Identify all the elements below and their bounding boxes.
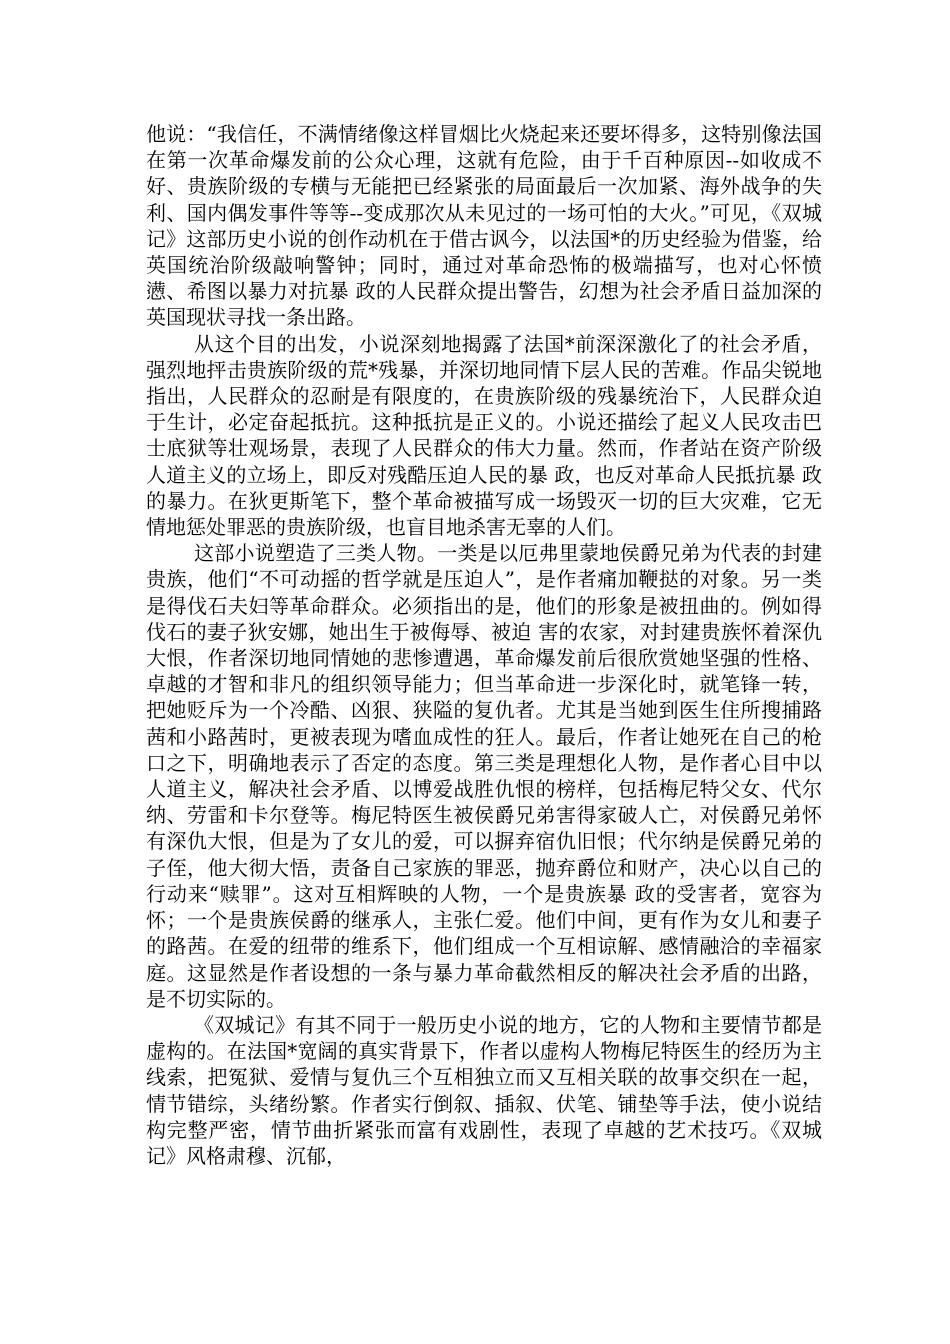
document-body bbox=[146, 121, 822, 1169]
paragraph-2: 从这个目的出发，小说深刻地揭露了法国*前深深激化了的社会矛盾，强烈地抨击贵族阶级的荒*残暴，并深切地同情下层人民的苦难。作品尖锐地指出，人民群众的忍耐是有限度的，在贵族阶级的残暴统治下，人民群众迫于生计，必定奋起抵抗。这种抵抗是正义的。小说还描绘了起义人民攻击巴士底狱等壮观场景，表现了人民群众的伟大力量。然而，作者站在资产阶级人道主义的立场上，即反对残酷压迫人民的暴 政，也反对革命人民抵抗暴 政的暴力。在狄更斯笔下，整个革命被描写成一场毁灭一切的巨大灾难，它无情地惩处罪恶的贵族阶级，也盲目地杀害无辜的人们。 bbox=[146, 331, 822, 540]
paragraph-3: 这部小说塑造了三类人物。一类是以厄弗里蒙地侯爵兄弟为代表的封建贵族，他们“不可动摇的哲学就是压迫人”，是作者痛加鞭挞的对象。另一类是得伐石夫妇等革命群众。必须指出的是，他们的形象是被扭曲的。例如得伐石的妻子狄安娜，她出生于被侮辱、被迫 害的农家，对封建贵族怀着深仇大恨，作者深切地同情她的悲惨遭遇，革命爆发前后很欣赏她坚强的性格、卓越的才智和非凡的组织领导能力；但当革命进一步深化时，就笔锋一转，把她贬斥为一个冷酷、凶狠、狭隘的复仇者。尤其是当她到医生住所搜捕路茜和小路茜时，更被表现为嗜血成性的狂人。最后，作者让她死在自己的枪口之下，明确地表示了否定的态度。第三类是理想化人物，是作者心目中以人道主义，解决社会矛盾、以博爱战胜仇恨的榜样，包括梅尼特父女、代尔纳、劳雷和卡尔登等。梅尼特医生被侯爵兄弟害得家破人亡，对侯爵兄弟怀有深仇大恨，但是为了女儿的爱，可以摒弃宿仇旧恨；代尔纳是侯爵兄弟的子侄，他大彻大悟，责备自己家族的罪恶，抛弃爵位和财产，决心以自己的行动来“赎罪”。这对互相辉映的人物，一个是贵族暴 政的受害者，宽容为怀；一个是贵族侯爵的继承人，主张仁爱。他们中间，更有作为女儿和妻子的路茜。在爱的纽带的维系下，他们组成一个互相谅解、感情融洽的幸福家庭。这显然是作者设想的一条与暴力革命截然相反的解决社会矛盾的出路，是不切实际的。 bbox=[146, 541, 822, 1011]
paragraph-4: 《双城记》有其不同于一般历史小说的地方，它的人物和主要情节都是虚构的。在法国*宽阔的真实背景下，作者以虚构人物梅尼特医生的经历为主线索，把冤狱、爱情与复仇三个互相独立而又互相关联的故事交织在一起，情节错综，头绪纷繁。作者实行倒叙、插叙、伏笔、铺垫等手法，使小说结构完整严密，情节曲折紧张而富有戏剧性，表现了卓越的艺术技巧。《双城记》风格肃穆、沉郁， bbox=[146, 1012, 822, 1168]
paragraph-1: 他说：“我信任，不满情绪像这样冒烟比火烧起来还要坏得多，这特别像法国在第一次革命爆发前的公众心理，这就有危险，由于千百种原因--如收成不好、贵族阶级的专横与无能把已经紧张的局面最后一次加紧、海外战争的失利、国内偶发事件等等--变成那次从未见过的一场可怕的大火。”可见，《双城记》这部历史小说的创作动机在于借古讽今，以法国*的历史经验为借鉴，给英国统治阶级敲响警钟；同时，通过对革命恐怖的极端描写，也对心怀愤懑、希图以暴力对抗暴 政的人民群众提出警告，幻想为社会矛盾日益加深的英国现状寻找一条出路。 bbox=[146, 122, 822, 330]
